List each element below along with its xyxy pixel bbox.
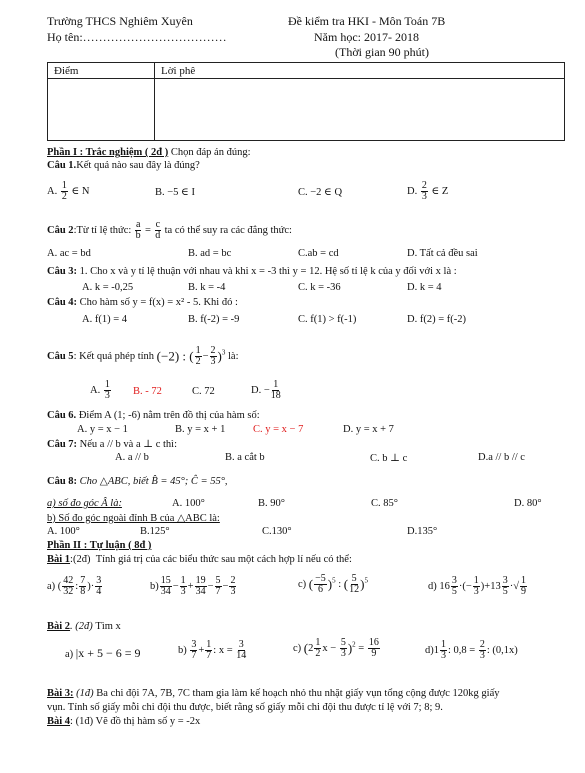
q6-option-b: B. y = x + 1 [175,424,226,435]
q3-label: Câu 3: [47,266,78,277]
q3-option-b: B. k = -4 [188,282,226,293]
q7-option-b: B. a cắt b [225,452,265,463]
q7-stem [47,438,177,450]
bai2-c: c) (2 $\frac{1}{2}$ x − $\frac{5}{3}$ )$^2$ = $\frac{16}{9}$ [293,637,379,659]
q8a-option-a: A. 100° [172,498,205,509]
q1-option-c: C. −2 ∈ Q [298,187,343,198]
bai2-a: a) |x + 5 − 6 = 9 [65,646,141,660]
q1-text: Kết quả nào sau đây là đúng? [76,160,200,171]
comment-header: Lời phê [155,63,565,79]
q6-text: Điểm A (1; -6) nằm trên đồ thị của hàm số: [78,410,260,421]
q8-part-a: a) số đo góc Â là: [47,498,122,509]
q2-stem: Câu 2:Từ tỉ lệ thức: $\frac{a}{b}$ = $\frac{c}{d}$ ta có thể suy ra các đẳng thức: [47,219,292,241]
q8b-option-b: B.125° [140,526,170,537]
part1-heading [47,147,251,158]
q7-label: Câu 7: [47,439,78,450]
q2-tail: ta có thể suy ra các đẳng thức: [164,224,292,236]
bai2-d: d)1 $\frac{1}{3}$ : 0,8 = $\frac{2}{3}$ : (0,1x) [425,639,518,661]
q1-label: Câu 1. [47,160,77,171]
q8a-option-c: C. 85° [371,498,398,509]
q5-text: : Kết quả phép tính [73,350,155,362]
comment-cell [155,79,565,141]
q8a-option-b: B. 90° [258,498,285,509]
q8-label: Câu 8: [47,476,78,487]
bai4-stem: Bài 4: (1đ) Vẽ đồ thị hàm số y = -2x [47,716,201,727]
q5-option-c: C. 72 [192,386,215,397]
q6-option-d: D. y = x + 7 [343,424,394,435]
q5-option-d: D. − $\frac{1}{18}$ [251,379,281,401]
q6-stem [47,410,260,421]
bai1-a: a) ( $\frac{42}{32}$ : $\frac{7}{8}$ )· $\frac{3}{4}$ [47,575,102,597]
q8b-option-d: D.135° [407,526,438,537]
bai1-c: c) ( $\frac{-5}{6}$ )$^5$ : ( $\frac{5}{12}$ )$^5$ [298,573,368,595]
q5-tail: là: [228,350,239,362]
bai2-stem: Bài 2. (2đ) Tìm x [47,621,121,632]
q7-option-d: D.a // b // c [478,452,525,463]
q8-part-b: b) Số đo góc ngoài đỉnh B của △ABC là: [47,513,220,524]
exam-time: (Thời gian 90 phút) [335,45,429,59]
bai2-b: b) $\frac{3}{7}$ + $\frac{1}{7}$ : x = $\frac{3}{14}$ [178,639,247,661]
name-label: Họ tên:……………………………… [47,30,227,44]
q8b-option-c: C.130° [262,526,292,537]
q5-option-a: A. $\frac{1}{3}$ [90,379,110,401]
q1-option-b: B. −5 ∈ I [155,187,195,198]
grade-cell [48,79,155,141]
q2-label: Câu 2 [47,224,74,236]
part2-title: Phần II : Tự luận ( 8đ ) [47,540,152,551]
q7-text: Nếu a // b và a ⊥ c thì: [79,439,178,450]
q1-option-a: A. $\frac{1}{2}$ ∈ N [47,180,90,202]
q2-option-b: B. ad = bc [188,248,232,259]
bai3-line1: Bài 3: (1đ) Ba chi đội 7A, 7B, 7C tham gia làm kế hoạch nhỏ thu nhặt giấy vụn tổng cộng được 120kg giấy [47,688,500,699]
q8-text: Cho △ABC, biết B̂ = 45°; Ĉ = 55°, [79,476,228,487]
q4-option-a: A. f(1) = 4 [82,314,127,325]
grade-header: Điểm [48,63,155,79]
q3-option-a: A. k = -0,25 [82,282,134,293]
part1-title: Phần I : Trắc nghiệm ( 2đ ) [47,147,169,158]
q4-option-b: B. f(-2) = -9 [188,314,240,325]
q2-option-d: D. Tất cả đều sai [407,248,478,259]
part1-instruction: Chọn đáp án đúng: [170,147,251,158]
q8a-option-d: D. 80° [514,498,542,509]
bai1-d: d) 16 $\frac{3}{5}$ ·(− $\frac{1}{3}$ )+13 $\frac{3}{5}$ ·√ $\frac{1}{9}$ [428,575,526,597]
q1-option-d: D. $\frac{2}{3}$ ∈ Z [407,180,449,202]
q4-label: Câu 4: [47,297,78,308]
q4-option-c: C. f(1) > f(-1) [298,314,357,325]
q6-option-c: C. y = x − 7 [253,424,304,435]
q3-stem [47,266,457,277]
q4-stem [47,297,238,308]
q7-option-c: C. b ⊥ c [370,453,408,464]
exam-title: Đề kiểm tra HKI - Môn Toán 7B [288,14,446,28]
q5-stem: Câu 5: Kết quả phép tính (−2) : ( $\frac{1}{2}$ − $\frac{2}{3}$ )$^3$ là: [47,345,239,367]
q2-option-c: C.ab = cd [298,248,339,259]
school-year: Năm học: 2017- 2018 [314,30,419,44]
q2-text: :Từ tỉ lệ thức: [73,224,132,236]
grade-table [47,62,565,141]
q6-option-a: A. y = x − 1 [77,424,128,435]
q3-option-c: C. k = -36 [298,282,341,293]
q3-option-d: D. k = 4 [407,282,442,293]
q8-stem [47,475,228,487]
q6-label: Câu 6. [47,410,77,421]
q8b-option-a: A. 100° [47,526,80,537]
q4-text: Cho hàm số y = f(x) = x² - 5. Khi đó : [79,297,238,308]
q5-option-b: B. - 72 [133,386,162,397]
q4-option-d: D. f(2) = f(-2) [407,314,466,325]
q7-option-a: A. a // b [115,452,149,463]
q5-label: Câu 5 [47,350,74,362]
bai1-stem: Bài 1:(2đ) Tính giá trị của các biểu thức sau một cách hợp lí nếu có thể: [47,554,352,565]
q1-stem [47,160,200,171]
school-name: Trường THCS Nghiêm Xuyên [47,14,193,28]
q3-text: 1. Cho x và y tỉ lệ thuận với nhau và khi x = -3 thì y = 12. Hệ số tỉ lệ k của y đối với x là : [79,266,457,277]
bai1-b: b) $\frac{15}{34}$ − $\frac{1}{3}$ + $\frac{19}{34}$ − $\frac{5}{7}$ − $\frac{2}{3}$ [150,575,236,597]
q2-option-a: A. ac = bd [47,248,91,259]
bai3-line2: vụn. Tính số giấy mỗi chi đội thu được, biết rằng số giấy mỗi chi đội thu được tỉ lệ với 7; 8; 9. [47,702,443,713]
